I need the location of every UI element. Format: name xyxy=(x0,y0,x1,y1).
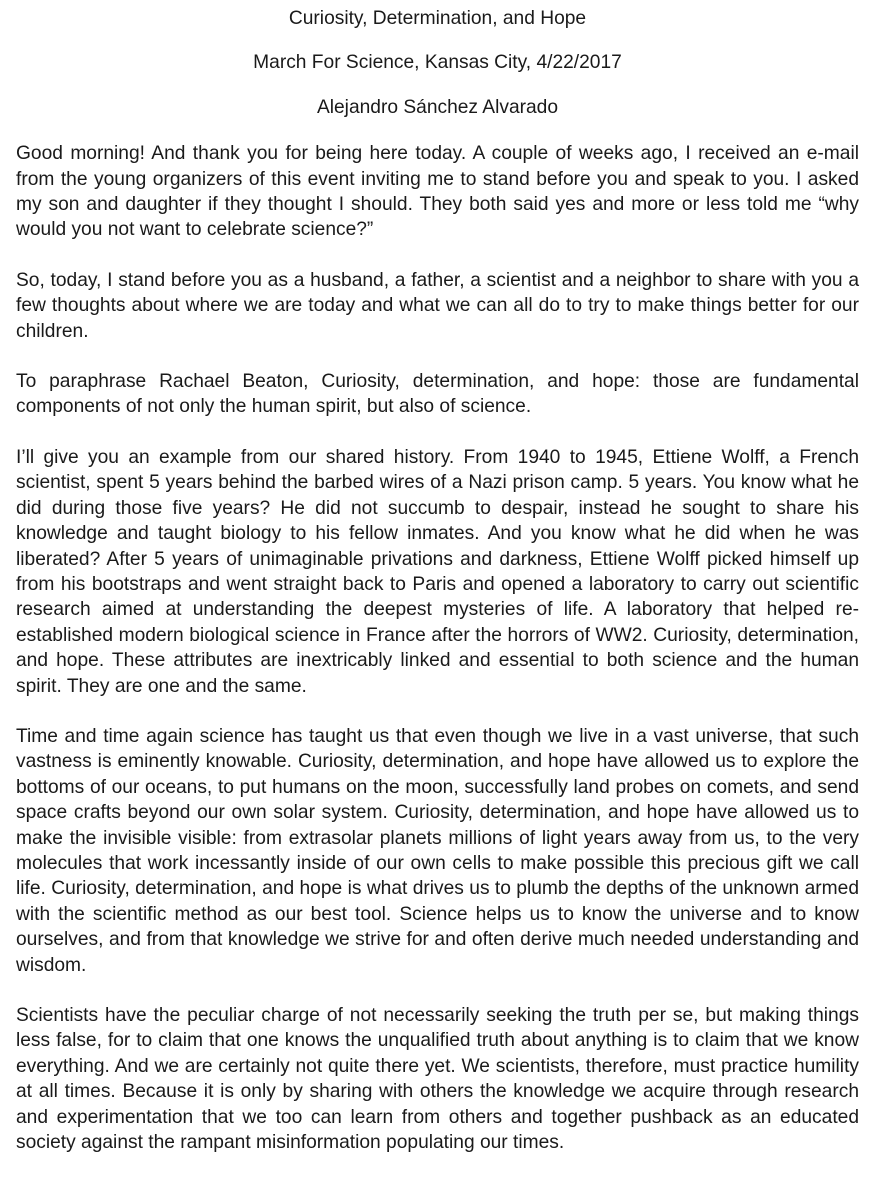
event-line: March For Science, Kansas City, 4/22/2017 xyxy=(253,52,622,74)
paragraph-paraphrase: To paraphrase Rachael Beaton, Curiosity, determination, and hope: those are fundamental components of not only the human spirit, but also of science. xyxy=(16,371,859,418)
paragraph-history-example: I’ll give you an example from our shared history. From 1940 to 1945, Ettiene Wolff, a French scientist, spent 5 years behind the barbed wires of a Nazi prison camp. 5 years. You know what he did during those five years? He did not succumb to despair, instead he sought to share his knowledge and taught biology to his fellow inmates. And you know what he did when he was liberated? After 5 years of unimaginable privations and darkness, Ettiene Wolff picked himself up from his bootstraps and went straight back to Paris and opened a laboratory to carry out scientific research aimed at understanding the deepest mysteries of life. A laboratory that helped re-established modern biological science in France after the horrors of WW2. Curiosity, determination, and hope. These attributes are inextricably linked and essential to both science and the human spirit. They are one and the same. xyxy=(16,446,859,697)
paragraph-introduction: So, today, I stand before you as a husband, a father, a scientist and a neighbor to share with you a few thoughts about where we are today and what we can all do to try to make things better for our children. xyxy=(16,269,859,342)
paragraph-greeting: Good morning! And thank you for being here today. A couple of weeks ago, I received an e-mail from the young organizers of this event inviting me to stand before you and speak to you. I asked my son and daughter if they thought I should. They both said yes and more or less told me “why would you not want to celebrate science?” xyxy=(16,143,859,241)
author-line: Alejandro Sánchez Alvarado xyxy=(316,96,559,118)
paragraph-science-knowable: Time and time again science has taught us that even though we live in a vast universe, that such vastness is eminently knowable. Curiosity, determination, and hope have allowed us to explore the bottoms of our oceans, to put humans on the moon, successfully land probes on comets, and send space crafts beyond our own solar system. Curiosity, determination, and hope have allowed us to make the invisible visible: from extrasolar planets millions of light years away from us, to the very molecules that work incessantly inside of our own cells to make possible this precious gift we call life. Curiosity, determination, and hope is what drives us to plumb the depths of the unknown armed with the scientific method as our best tool. Science helps us to know the universe and to know ourselves, and from that knowledge we strive for and often derive much needed understanding and wisdom. xyxy=(16,725,859,976)
document-title: Curiosity, Determination, and Hope xyxy=(288,8,587,29)
paragraph-scientists-humility: Scientists have the peculiar charge of not necessarily seeking the truth per se, but making things less false, for to claim that one knows the unqualified truth about anything is to claim that we know everything. And we are certainly not quite there yet. We scientists, therefore, must practice humility at all times. Because it is only by sharing with others the knowledge we acquire through research and experimentation that we too can learn from others and together pushback as an educated society against the rampant misinformation populating our times. xyxy=(16,1005,859,1154)
speech-document xyxy=(16,0,859,1155)
